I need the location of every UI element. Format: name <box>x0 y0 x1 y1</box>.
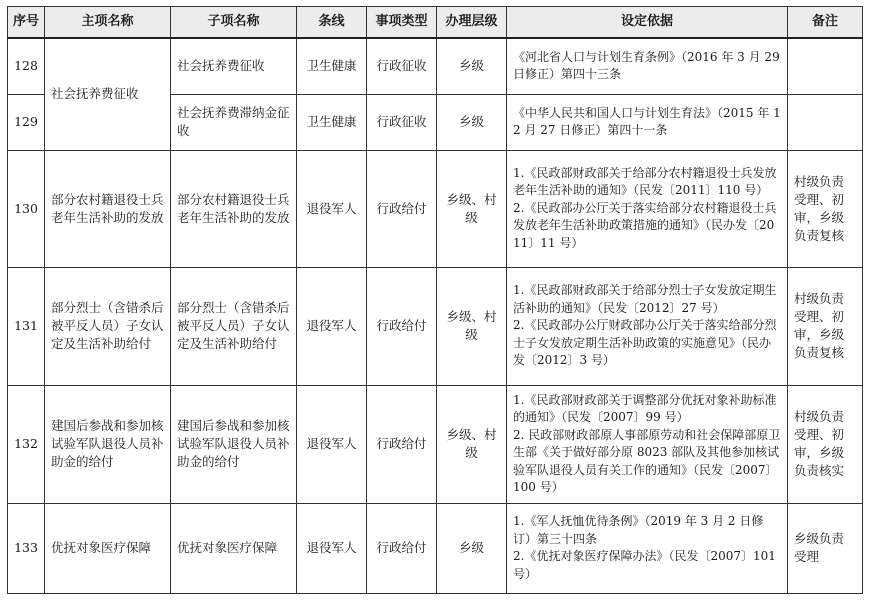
sub-item-cell: 社会抚养费滞纳金征收 <box>171 94 297 150</box>
type-cell: 行政给付 <box>367 503 437 593</box>
line-cell: 退役军人 <box>297 503 367 593</box>
remark-cell: 村级负责受理、初审，乡级负责核实 <box>788 385 863 503</box>
header-type: 事项类型 <box>367 7 437 39</box>
items-table <box>7 6 863 594</box>
header-seq: 序号 <box>8 7 45 39</box>
type-cell: 行政给付 <box>367 150 437 267</box>
basis-text: 1.《军人抚恤优待条例》（2019 年 3 月 2 日修订）第三十四条 2.《优抚对象医疗保障办法》（民发〔2007〕101 号） <box>513 514 776 581</box>
line-cell: 退役军人 <box>297 267 367 385</box>
table-row <box>8 38 863 94</box>
type-cell: 行政征收 <box>367 38 437 94</box>
level-cell: 乡级、村级 <box>437 385 507 503</box>
basis-text: 1.《民政部财政部关于调整部分优抚对象补助标准的通知》（民发〔2007〕99 号） 2. 民政部财政部原人事部原劳动和社会保障部原卫生部《关于做好部分原 8023 部队及其他参加核试验军队退役人员有关工作的通知》（民发〔2007〕100 号） <box>513 392 781 494</box>
main-item-cell: 优抚对象医疗保障 <box>45 503 171 593</box>
seq-cell: 131 <box>8 267 45 385</box>
line-cell: 卫生健康 <box>297 38 367 94</box>
type-cell: 行政给付 <box>367 267 437 385</box>
main-item-cell: 社会抚养费征收 <box>45 38 171 150</box>
sub-item-cell: 社会抚养费征收 <box>171 38 297 94</box>
table-row <box>8 150 863 267</box>
basis-cell: 《中华人民共和国人口与计划生育法》（2015 年 12 月 27 日修正）第四十一条 <box>507 94 788 150</box>
type-cell: 行政征收 <box>367 94 437 150</box>
basis-cell <box>507 267 788 385</box>
level-cell: 乡级、村级 <box>437 267 507 385</box>
seq-cell: 130 <box>8 150 45 267</box>
basis-cell <box>507 503 788 593</box>
table-row <box>8 385 863 503</box>
main-item-cell: 部分农村籍退役士兵老年生活补助的发放 <box>45 150 171 267</box>
main-item-cell: 部分烈士（含错杀后被平反人员）子女认定及生活补助给付 <box>45 267 171 385</box>
seq-cell: 128 <box>8 38 45 94</box>
basis-text: 1.《民政部财政部关于给部分农村籍退役士兵发放老年生活补助的通知》（民发〔2011〕110 号） 2.《民政部办公厅关于落实给部分农村籍退役士兵发放老年生活补助政策措施的通知》（民办发〔2011〕11 号） <box>513 165 777 250</box>
table-row <box>8 267 863 385</box>
level-cell: 乡级 <box>437 503 507 593</box>
basis-cell <box>507 385 788 503</box>
main-item-cell: 建国后参战和参加核试验军队退役人员补助金的给付 <box>45 385 171 503</box>
header-level: 办理层级 <box>437 7 507 39</box>
remark-cell: 村级负责受理、初审，乡级负责复核 <box>788 150 863 267</box>
level-cell: 乡级、村级 <box>437 150 507 267</box>
seq-cell: 133 <box>8 503 45 593</box>
header-basis: 设定依据 <box>507 7 788 39</box>
sub-item-cell: 部分烈士（含错杀后被平反人员）子女认定及生活补助给付 <box>171 267 297 385</box>
seq-cell: 132 <box>8 385 45 503</box>
header-main-item: 主项名称 <box>45 7 171 39</box>
remark-cell: 村级负责受理、初审，乡级负责复核 <box>788 267 863 385</box>
remark-cell <box>788 94 863 150</box>
line-cell: 退役军人 <box>297 150 367 267</box>
sub-item-cell: 优抚对象医疗保障 <box>171 503 297 593</box>
sub-item-cell: 建国后参战和参加核试验军队退役人员补助金的给付 <box>171 385 297 503</box>
header-line: 条线 <box>297 7 367 39</box>
seq-cell: 129 <box>8 94 45 150</box>
basis-cell <box>507 150 788 267</box>
sub-item-cell: 部分农村籍退役士兵老年生活补助的发放 <box>171 150 297 267</box>
level-cell: 乡级 <box>437 38 507 94</box>
remark-cell: 乡级负责受理 <box>788 503 863 593</box>
header-remark: 备注 <box>788 7 863 39</box>
type-cell: 行政给付 <box>367 385 437 503</box>
level-cell: 乡级 <box>437 94 507 150</box>
table-row <box>8 503 863 593</box>
basis-text: 1.《民政部财政部关于给部分烈士子女发放定期生活补助的通知》（民发〔2012〕27 号） 2.《民政部办公厅财政部办公厅关于落实给部分烈士子女发放定期生活补助政策的实施意见》（民办发〔2012〕3 号） <box>513 283 777 368</box>
header-sub-item: 子项名称 <box>171 7 297 39</box>
remark-cell <box>788 38 863 94</box>
line-cell: 卫生健康 <box>297 94 367 150</box>
basis-cell: 《河北省人口与计划生育条例》（2016 年 3 月 29 日修正）第四十三条 <box>507 38 788 94</box>
header-row <box>8 7 863 39</box>
line-cell: 退役军人 <box>297 385 367 503</box>
